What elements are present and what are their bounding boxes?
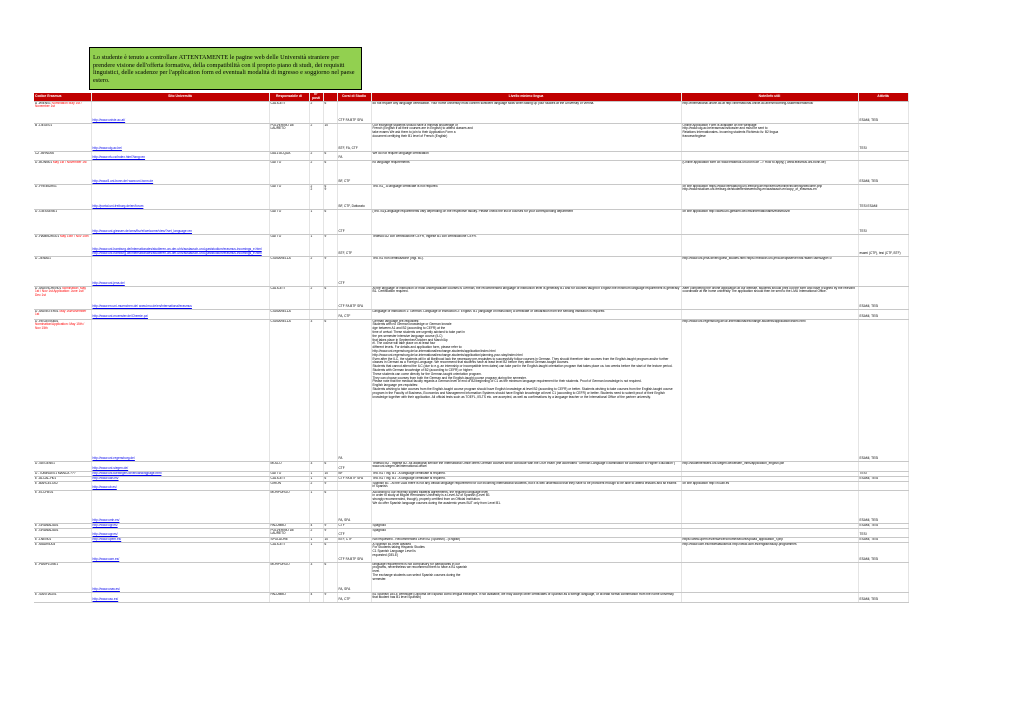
erasmus-code: E -LNEN01 <box>35 537 52 541</box>
cell-mesi: 9 <box>323 234 337 256</box>
info-note: on line application https://www.verwaltung.uni-freiburg.de/move/moveonline/incoming/welcome.php http://www.studium.uni-freiburg.de/studentenbewerbung-en/austausch-en/copy_of_erasmus-en <box>682 184 823 192</box>
cell-note <box>681 256 858 286</box>
info-note: After completing the online application at our website, students should print out the form and have it signed by the relevant coordinator at the home university The application should then be sent to the LMU International Office. <box>682 286 855 294</box>
cell-mesi: 6 <box>323 490 337 523</box>
erasmus-code: E -GRANADA01 <box>35 523 59 527</box>
cell-corsi: CTF <box>337 523 371 528</box>
university-link[interactable]: http://www.ucm.es/ <box>92 556 120 561</box>
header-corsi: Corsi di Studio <box>337 93 371 101</box>
cell-lingua: According to our recently signed bilateral agreements, the required language level in order to study at Miguel Hernández University is a Level A2 of Spanish (Level B1 strongly recommended, though), properly certified from an Official Institution. We do offer Spanish language courses during the academic years BUT only from Level B1. <box>371 490 681 523</box>
cell-codice <box>34 309 91 319</box>
deadline-note: Nomination: May 1st / Nov 1st Application: June 1st/ Dec 1st <box>35 286 87 298</box>
cell-sito <box>91 160 269 184</box>
cell-posti: 1 <box>309 234 323 256</box>
cell-lingua: language requirement is not compulsory for participants in our programs, nevertheless we recommend them to have a B1 spanish level. The exchange students can select Spanish courses during the semester. <box>371 562 681 592</box>
cell-mesi: 6 <box>323 209 337 234</box>
cell-posti: 2 <box>309 160 323 184</box>
cell-responsabile: SPOLAORE <box>269 537 309 542</box>
university-link[interactable]: http://www3.uni-bonn.de/ www.uni-bonn.de <box>92 178 154 183</box>
cell-responsabile: GATTO <box>269 184 309 209</box>
cell-attivita: esami (CTF), tesi (CTF, BTF) <box>858 234 908 256</box>
cell-posti: 1 <box>309 209 323 234</box>
table-row <box>34 123 908 151</box>
cell-responsabile: CALICETI <box>269 476 309 481</box>
cell-note <box>681 209 858 234</box>
cell-codice <box>34 151 91 160</box>
cell-responsabile: MORPURGO <box>269 562 309 592</box>
info-note: http://international.univie.ac.at http://international.univie.ac.at/en/incoming-students/erasmus/ <box>682 101 814 105</box>
cell-corsi: BTF, FA, CTF <box>337 123 371 151</box>
university-link[interactable]: http://www.ulg.ac.be/ <box>92 145 122 150</box>
cell-sito <box>91 123 269 151</box>
deadline-note: May 1st / November 1st <box>52 160 87 164</box>
table-row <box>34 528 908 537</box>
cell-responsabile: CALICETI <box>269 101 309 123</box>
cell-lingua: do not require any language certification. Your home university must confirm sufficient language skills when taking up your studies at the University of Vienna. <box>371 101 681 123</box>
cell-posti: 4 <box>309 592 323 602</box>
cell-sito <box>91 256 269 286</box>
notice-text: Lo studente è tenuto a controllare ATTENTAMENTE le pagine web delle Università straniere per prendere visione dell'offerta formativa, della compatibilità con il proprio piano di studi, dei requisiti linguistici, delle scadenze per l'application form ed eventuali modalità di ingresso e soggiorno nel paese estero. <box>93 54 355 84</box>
info-note: https://www.upem.es/ensi/ricerc/home/secure/upload_application_f.php <box>682 537 783 541</box>
cell-responsabile: CALICETI <box>269 542 309 562</box>
cell-responsabile: GATTO <box>269 234 309 256</box>
cell-sito <box>91 461 269 471</box>
cell-sito <box>91 309 269 319</box>
cell-sito <box>91 542 269 562</box>
cell-note <box>681 123 858 151</box>
cell-note <box>681 592 858 602</box>
university-link[interactable]: http://www.uni-muenster.de/Chemie.pz/ <box>92 313 148 318</box>
cell-attivita: ESAMI, TESI <box>858 160 908 184</box>
cell-corsi: CTF FA BTF SFA <box>337 476 371 481</box>
table-header <box>34 93 908 101</box>
deadline-note: Nomination May 1st / November 1st <box>35 101 82 109</box>
cell-corsi: BTF, CTF <box>337 234 371 256</box>
cell-posti: 1 <box>309 476 323 481</box>
university-link[interactable]: http://www.ugr.es/ <box>92 523 118 527</box>
cell-note <box>681 101 858 123</box>
cell-note <box>681 160 858 184</box>
cell-responsabile: GATTO <box>269 471 309 476</box>
erasmus-code: E -PAMPLON01 <box>35 562 58 566</box>
table-row <box>34 461 908 471</box>
cell-responsabile: POLVERINO DE LAURETO <box>269 123 309 151</box>
university-link[interactable]: http://www.ugr.es/ <box>92 531 118 536</box>
cell-corsi: BF <box>337 471 371 476</box>
cell-corsi: FA, SFA <box>337 490 371 523</box>
cell-corsi: FA <box>337 319 371 461</box>
cell-attivita <box>858 481 908 490</box>
table-row <box>34 256 908 286</box>
table-row <box>34 234 908 256</box>
cell-sito <box>91 209 269 234</box>
cell-lingua: Language of instruction 1: German. Language of instruction 2: English. B1 (language of instruction) a certificate or declaration from the sending institution is required. <box>371 309 681 319</box>
cell-corsi: BF, CTF, Dottorato <box>337 184 371 209</box>
info-note: on line application http://www.uni-giessen.de/cms/internationales/erasmus/in <box>682 209 791 213</box>
notice-box <box>89 47 362 90</box>
cell-corsi: CTF <box>337 256 371 286</box>
cell-mesi: 10 <box>323 471 337 476</box>
cell-attivita: TESI <box>858 123 908 151</box>
cell-sito <box>91 234 269 256</box>
cell-corsi: FA, CTF <box>337 592 371 602</box>
university-link[interactable]: http://www.unav.es/ <box>92 586 120 591</box>
cell-attivita: ESAMI, TESI <box>858 309 908 319</box>
table-row <box>34 101 908 123</box>
cell-corsi: BF, CTF <box>337 160 371 184</box>
cell-note <box>681 461 858 471</box>
cell-codice <box>34 184 91 209</box>
cell-mesi: 6 <box>323 151 337 160</box>
university-link[interactable]: http://portal.uni-freiburg.de/en/forum <box>92 203 144 208</box>
cell-sito <box>91 184 269 209</box>
header-note: Note/Info utili <box>681 93 858 101</box>
cell-attivita <box>858 151 908 160</box>
cell-codice <box>34 160 91 184</box>
cell-codice <box>34 209 91 234</box>
erasmus-code: CZ -BRNO06 <box>35 151 54 155</box>
university-link[interactable]: http://www.uni-siegen.de/ <box>92 465 129 470</box>
cell-responsabile: GIRON <box>269 481 309 490</box>
cell-codice <box>34 123 91 151</box>
university-link[interactable]: http://www.uah.es/ <box>92 476 119 480</box>
table-row <box>34 151 908 160</box>
cell-mesi: 6 <box>323 286 337 309</box>
cell-mesi: 6 <box>323 101 337 123</box>
cell-posti: 2 <box>309 101 323 123</box>
table-row <box>34 309 908 319</box>
cell-attivita: TESI <box>858 528 908 537</box>
cell-sito <box>91 592 269 602</box>
cell-corsi: FA <box>337 151 371 160</box>
cell-mesi: 6 <box>323 476 337 481</box>
cell-lingua: Spanish B1 - At the UAB there is not any official language requirement for our incoming international students, but it is well understood that they have to be proficient enough to be able to attend lessons and sit exams in Spanish. <box>371 481 681 490</box>
table-row <box>34 209 908 234</box>
cell-mesi: 6 <box>323 562 337 592</box>
cell-note <box>681 528 858 537</box>
cell-codice <box>34 490 91 523</box>
cell-posti: 2 <box>309 123 323 151</box>
cell-note <box>681 542 858 562</box>
cell-mesi: 6 9 <box>323 184 337 209</box>
table-row <box>34 481 908 490</box>
erasmus-code: E -SANTIAG01 <box>35 592 57 596</box>
cell-sito <box>91 528 269 537</box>
cell-corsi: FA, CTF <box>337 309 371 319</box>
cell-note <box>681 319 858 461</box>
cell-responsabile: POLVERINO DE LAURETO <box>269 528 309 537</box>
cell-codice <box>34 319 91 461</box>
header-attivita: Attività <box>858 93 908 101</box>
cell-attivita: ESAMI, TESI <box>858 490 908 523</box>
cell-lingua: Our exchange students should have a minimal knowledge of French (English if all their courses are in English) to attend classes and take exams We ask them to join to their Application Form a document certifying their B1 level of French (English) <box>371 123 681 151</box>
info-note: http://www.uni-regensburg.de/ur-international/exchange-students/application/index.html <box>682 319 806 323</box>
erasmus-code: E -ALCAL-H01 <box>35 476 57 480</box>
cell-corsi: FA, SFA <box>337 562 371 592</box>
cell-note <box>681 234 858 256</box>
deadline-note: May 15th / Nov 15th <box>59 234 89 238</box>
cell-responsabile: MOLLO <box>269 461 309 471</box>
cell-codice <box>34 286 91 309</box>
cell-responsabile: MORPURGO <box>269 490 309 523</box>
cell-responsabile: PALUMBO <box>269 592 309 602</box>
table-row <box>34 286 908 309</box>
cell-attivita: ESAMI, TESI <box>858 542 908 562</box>
info-note: (Online application form at: www.erasmus.uni-bonn.de --> How to apply) ( www.erasmus.uni-bonn.de) <box>682 160 826 164</box>
cell-mesi: 10 <box>323 537 337 542</box>
cell-lingua: B1 Spanish DELE certificate (Diploma de Español como lengua extranjera. If not available, we may accept other certificates of Spanish as a foreign language, or at least formal confirmation from the home university that student has B1 level Spanish) <box>371 592 681 602</box>
erasmus-code: D -MUENCHEN01 <box>35 286 62 290</box>
cell-responsabile: CIGNARELLA <box>269 256 309 286</box>
cell-posti: 3 <box>309 461 323 471</box>
cell-sito <box>91 319 269 461</box>
header-lingua: Livello minimo lingua <box>371 93 681 101</box>
cell-attivita: TESI ESAMI <box>858 184 908 209</box>
cell-codice <box>34 481 91 490</box>
erasmus-code: D -TUBINGE01 MANCA ??? <box>35 471 76 475</box>
table-body <box>34 101 908 602</box>
cell-responsabile: GATTO <box>269 209 309 234</box>
cell-attivita <box>858 256 908 286</box>
header-sito: Sito Università <box>91 93 269 101</box>
cell-corsi: CTF <box>337 209 371 234</box>
cell-responsabile: CALICETI <box>269 286 309 309</box>
erasmus-code: E -GRANADA01 <box>35 528 59 532</box>
erasmus-code: E -ELCHE01 <box>35 490 54 494</box>
cell-attivita: TESI <box>858 209 908 234</box>
cell-attivita: ESAMI, TESI <box>858 537 908 542</box>
university-link[interactable]: http://www.en.uni-muenchen.de/ www.lmu.de/en/international/erasmus <box>92 303 192 308</box>
table-row <box>34 562 908 592</box>
cell-note <box>681 481 858 490</box>
cell-note <box>681 184 858 209</box>
cell-posti: 1 <box>309 542 323 562</box>
cell-sito <box>91 490 269 523</box>
cell-lingua: German language pre-requisites: Students with no German knowledge or German knowle dge between A1 and B2 (according to CEFR) at the time of arrival: These students are urgently advised to take part in the pre-semester intensive language course (ILC) that takes place in September/October and March/Ap ril. The course will take place on at least four different levels. For details and application form, please refer to: http://www.uni-regensburg.de/ur-international/exchange-students/application/index.html http://www.uni-regensburg.de/ur-international/exchange-students/application/planning-your-stay/index.html Even after the ILC, the students will in all likelihood lack the necessary pre-requisites to successfully follow courses in German. They should therefore take courses from the English-taught program and/or further classes in German as a Foreign Language. We recommend that students have at least level B2 before they attend German-taught courses. Students that cannot attend the ILC (due to e.g. an internship or incompatible term dates) can take part in the English-taught orientation program that takes place ca. two weeks before the start of the lecture period. Students with German knowledge of B2 (according to CEFR) or higher: These students can come directly for the German-taught orientation program. They can choose courses from both the German and the English-taught course program during the semester. Please note that the medical faculty regards a German level of end of B2/beginning of C1 as the minimum language requirement for their students. Proof of German knowledge is not required. English language pre-requisites: Students wishing to take courses from the English-taught course program should have English knowledge at level B2 (according to CEFR) or better. Students wishing to take courses from the English-taught course program in the Faculty of Business, Economics and Management Information Systems should have English knowledge at level C1 (according to CEFR) or better. Students need to submit proof of their English knowledge together with their application. All official tests such as TOEFL, IELTS etc. are accepted, as well as confirmations by a language teacher or the International Office of the partner university. <box>371 319 681 461</box>
cell-lingua: (Ted. B1)Language requirements vary depending on the respective faculty. Please check the list of courses for your corresponding department <box>371 209 681 234</box>
cell-corsi <box>337 481 371 490</box>
table-row <box>34 160 908 184</box>
cell-codice <box>34 101 91 123</box>
cell-codice <box>34 542 91 562</box>
university-link[interactable]: http://www.umh.es/ <box>92 517 120 522</box>
cell-responsabile: GATTO <box>269 160 309 184</box>
cell-sito <box>91 286 269 309</box>
cell-mesi: 9 <box>323 481 337 490</box>
deadline-note: May 1st/November 1st <box>35 309 87 317</box>
cell-note <box>681 286 858 309</box>
info-note: http://studentenwerk.uni-siegen.de/kelsten_inms/application_english.pdf <box>682 461 785 465</box>
cell-responsabile: CIGNARELLA <box>269 319 309 461</box>
cell-codice <box>34 592 91 602</box>
cell-attivita: ESAMI, TESI <box>858 592 908 602</box>
erasmus-code: D -MUNSTER01 <box>35 309 59 313</box>
cell-lingua: Not requested - Recommended Level B2 (Spanish) - (English) <box>371 537 681 542</box>
cell-lingua: Ted. B1 / Ing. B1 . A language certificate is required. <box>371 471 681 476</box>
erasmus-code: D -BONN01 <box>35 160 53 164</box>
cell-attivita: ESAMI, TESI <box>858 319 908 461</box>
cell-lingua: Spagnolo <box>371 523 681 528</box>
university-link[interactable]: http://www.uni-regensburg.de/ <box>92 455 135 460</box>
cell-note <box>681 309 858 319</box>
erasmus-code: E -MADRID03 <box>35 542 56 546</box>
cell-note <box>681 562 858 592</box>
erasmus-code: A -WIEN01 <box>35 101 51 105</box>
cell-mesi <box>323 309 337 319</box>
cell-codice <box>34 562 91 592</box>
cell-lingua: Ted. B1_ A language certificate is not required. <box>371 184 681 209</box>
info-note: http://www.uni-jena.de/en/guest_studies.html https://friedolin.uni-jena.de/qisserver/rds?state=user&type=0 <box>682 256 832 260</box>
cell-lingua: Ted. B1 / Ing. B1 . A language certificate is required. <box>371 476 681 481</box>
cell-mesi: 6 <box>323 319 337 461</box>
erasmus-code: B -LIEGE01 <box>35 123 53 127</box>
cell-lingua: Tedesco B2 - Inglese B2. As additional service the International Office offers German courses which conclude with the DSH exam (the accredited "German Language Examination for Admission to Higher Education") www.uni-siegen.de/international-office/ <box>371 461 681 471</box>
erasmus-code: D -GIESSEN01 <box>35 209 57 213</box>
university-link[interactable]: http://www.uni-jena.de/ <box>92 280 125 285</box>
cell-note <box>681 151 858 160</box>
cell-codice <box>34 528 91 537</box>
erasmus-code: D -JENA01 <box>35 256 51 260</box>
table-row <box>34 319 908 461</box>
cell-posti: 2 <box>309 528 323 537</box>
cell-posti: 1 <box>309 537 323 542</box>
university-link[interactable]: http://www.univie.ac.at/ <box>92 117 126 122</box>
erasmus-code: D -REGENSB01 <box>35 319 59 323</box>
cell-codice <box>34 234 91 256</box>
cell-corsi: CTF <box>337 461 371 471</box>
cell-corsi: CTF FA BTF SFA <box>337 542 371 562</box>
cell-attivita: ESAMI, TESI <box>858 286 908 309</box>
cell-lingua: Spagnolo <box>371 528 681 537</box>
cell-mesi: 6 <box>323 461 337 471</box>
university-link[interactable]: http://www.usc.es/ <box>92 596 119 601</box>
erasmus-code: D -SIEGEN01 <box>35 461 55 465</box>
cell-responsabile: PALUMBO <box>269 523 309 528</box>
university-link[interactable]: http://www.vfu.cz/index.html?lang=en <box>92 154 146 159</box>
table-row <box>34 490 908 523</box>
cell-posti: 2 <box>309 286 323 309</box>
info-note: on line application http://ri.uab.es <box>682 481 730 485</box>
table-row <box>34 542 908 562</box>
cell-posti: 3 <box>309 319 323 461</box>
cell-note <box>681 490 858 523</box>
cell-lingua: Tedesco A2 con certificazione CEFR, Inglese B1 con certificazione CEFR. <box>371 234 681 256</box>
cell-lingua: We do not require language certification <box>371 151 681 160</box>
cell-mesi: 9 <box>323 592 337 602</box>
cell-corsi: CTF <box>337 528 371 537</box>
cell-responsabile: CIGNARELLA <box>269 309 309 319</box>
cell-mesi: 9 <box>323 528 337 537</box>
cell-sito <box>91 562 269 592</box>
erasmus-code: D -HAMBURG01 <box>35 234 60 238</box>
cell-posti: 3 <box>309 562 323 592</box>
erasmus-code: D -FREIBUR01 <box>35 184 57 188</box>
university-link[interactable]: http://www.ub.es/ <box>92 484 117 489</box>
cell-attivita <box>858 461 908 471</box>
cell-posti: 1 <box>309 471 323 476</box>
cell-codice <box>34 256 91 286</box>
cell-corsi: CTF FA BTF SFA <box>337 101 371 123</box>
cell-posti: 2 <box>309 151 323 160</box>
cell-lingua: At the language of instruction of most undergraduate courses is German, the recommended language of instruction level is generally B1 and for courses taught in English the minimum language requirement is generally B1. Certification required. <box>371 286 681 309</box>
cell-posti: 4 <box>309 523 323 528</box>
university-link[interactable]: http://www.uni-tuebingen.de/en/landingpage.html <box>92 471 162 475</box>
header-posti: N° posti <box>309 93 323 101</box>
deadline-note: Nomination/Application: May 15th / Nov 15th <box>35 322 85 331</box>
cell-corsi: BTF, CTF <box>337 537 371 542</box>
header-mesi <box>323 93 337 101</box>
cell-mesi: 9 <box>323 523 337 528</box>
cell-mesi: 6 <box>323 160 337 184</box>
cell-sito <box>91 101 269 123</box>
cell-attivita: ESAMI, TESI <box>858 476 908 481</box>
info-note: http://www.ucm.es/infoestasosmus http://www.ucm.es/english/study-programmes <box>682 542 797 546</box>
cell-lingua: no language requirements <box>371 160 681 184</box>
cell-lingua: A Spanish B1 level advised For Students taking Hispanic Studies C1 Spanish Language Level is requested (DELE) <box>371 542 681 562</box>
table-row <box>34 592 908 602</box>
cell-corsi: CTF FA BTF SFA <box>337 286 371 309</box>
info-note: Online Application Form is available on the webpage http://www.ulg.ac.be/erasmus/in/dossier and must be sent to Relations Internationales- Incoming students Richiesto liv. B2 lingua francese/inglese <box>682 123 779 138</box>
cell-attivita <box>858 562 908 592</box>
cell-mesi: 6 <box>323 542 337 562</box>
cell-posti: 2 <box>309 481 323 490</box>
cell-codice <box>34 461 91 471</box>
cell-attivita: ESAMI, TESI <box>858 523 908 528</box>
cell-posti: 2 <box>309 256 323 286</box>
cell-sito <box>91 151 269 160</box>
university-link[interactable]: http://www.upem.es/ <box>92 537 122 541</box>
erasmus-table <box>34 93 909 603</box>
cell-mesi: 9 <box>323 256 337 286</box>
cell-attivita: TESI <box>858 471 908 476</box>
header-responsabile: Responsabile di <box>269 93 309 101</box>
cell-posti <box>309 309 323 319</box>
cell-attivita: ESAMI, TESI <box>858 101 908 123</box>
header-codice: Codice Erasmus <box>34 93 91 101</box>
cell-posti: 1 <box>309 490 323 523</box>
cell-sito <box>91 481 269 490</box>
university-link[interactable]: http://www.uni-hamburg.de/internationales/studieren-an-der-uhh/austausch-und-gaststudium/erasmus-incomings_e.html http://www.uni-hamburg.de/internationales/studieren-an-der-uhh/austausch-und-gaststudium/erasmus-incomings_e.html <box>92 247 262 255</box>
university-link[interactable]: http://www.uni-giessen.de/cms/fbz/ei/welcome/view/?set_language=en <box>92 228 192 233</box>
table-row <box>34 184 908 209</box>
cell-responsabile: DALL'ACQUA <box>269 151 309 160</box>
cell-posti: 2 2 <box>309 184 323 209</box>
erasmus-code: E -BARCELO02 <box>35 481 58 485</box>
cell-mesi: 10 <box>323 123 337 151</box>
cell-lingua: Ted. B1 non certificazione (Ingl. B1). <box>371 256 681 286</box>
